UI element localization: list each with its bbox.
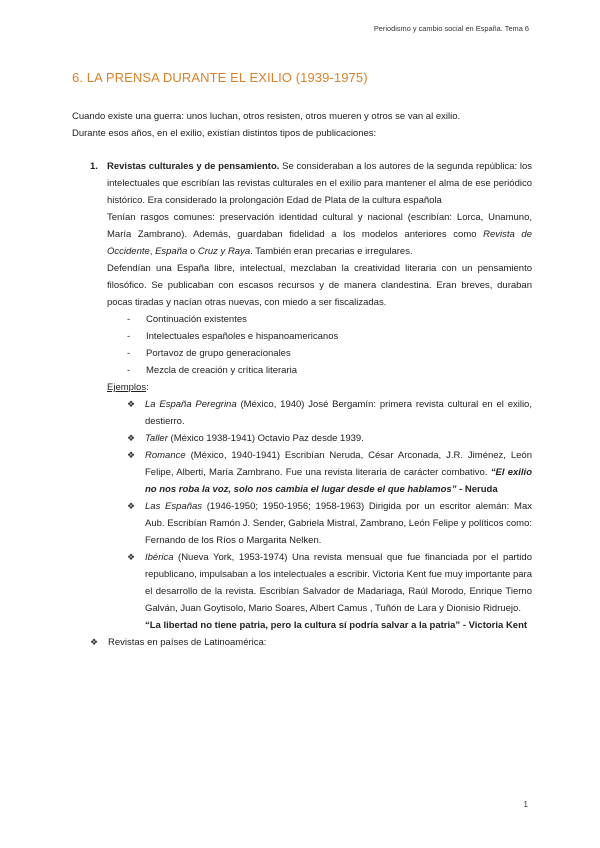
example-title: Taller	[145, 433, 168, 444]
magazine-title: Revista de Occidente	[107, 229, 533, 257]
item-1-text: Se consideraban a los autores de la segunda república: los intelectuales que escribían las revistas culturales en el exilio para mantener el alma de ese periódico histórico. Era considerado la prolongación Edad de Plata de la cultura española	[107, 161, 533, 206]
example-item	[72, 549, 532, 634]
p2-text-end: . También eran precarias e irregulares.	[250, 246, 413, 257]
example-text: (1946-1950; 1950-1956; 1958-1963) Dirigida por un escritor alemán: Max Aub. Escribían Ramón J. Sender, Gabriela Mistral, Zambrano, León Felipe y políticos como: Fernando de los Ríos o Margarita Nelken.	[145, 501, 532, 546]
running-header: Periodismo y cambio social en España. Tema 6	[373, 24, 529, 33]
page-number: 1	[523, 800, 528, 809]
quote-author: - Neruda	[456, 484, 498, 495]
separator: o	[187, 246, 198, 257]
magazine-title: España	[155, 246, 188, 257]
separator: ,	[149, 246, 156, 257]
list-item-1	[72, 158, 532, 311]
example-quote: “La libertad no tiene patria, pero la cultura sí podría salvar a la patria”	[145, 620, 461, 631]
example-title: Ibérica	[145, 552, 174, 563]
example-text: (Nueva York, 1953-1974) Una revista mensual que fue financiada por el partido republicano, impulsaban a los intelectuales a escribir. Victoria Kent fue muy importante para el desarrollo de la revista. Escribían Salvador de Madariaga, Raúl Morodo, Enrique Tierno Galván, Juan Goytisolo, Mario Soares, Albert Camus , Tuñón de Lara y Dionisio Ridruejo.	[145, 552, 532, 614]
quote-author: - Victoria Kent	[460, 620, 528, 631]
dash-list	[72, 311, 532, 379]
dash-bullet-icon: -	[127, 365, 131, 376]
examples-list	[72, 396, 532, 634]
diamond-bullet-icon: ❖	[127, 501, 136, 511]
example-item	[72, 396, 532, 430]
item-number: 1.	[90, 161, 98, 172]
numbered-list	[72, 158, 532, 651]
dash-bullet-icon: -	[127, 348, 131, 359]
item-1-paragraph-1	[107, 158, 532, 209]
dash-item-text: Intelectuales españoles e hispanoamericanos	[146, 331, 339, 342]
item-1-heading: Revistas culturales y de pensamiento.	[107, 161, 280, 172]
section-title: 6. LA PRENSA DURANTE EL EXILIO (1939-1975)	[72, 70, 368, 85]
example-text: (México 1938-1941) Octavio Paz desde 1939.	[167, 433, 364, 444]
example-title: Las Españas	[145, 501, 203, 512]
magazine-title: Cruz y Raya	[197, 246, 251, 257]
dash-item	[72, 328, 532, 345]
item-1-paragraph-3: Defendían una España libre, intelectual, mezclaban la creatividad literaria con un pensamiento filosófico. Se publicaban con escasos recursos y de manera clandestina. Eran breves, duraban pocas tiradas y nacían otras nuevas, con miedo a ser fiscalizadas.	[107, 263, 532, 308]
diamond-bullet-icon: ❖	[90, 637, 99, 647]
item-1-paragraph-2	[107, 209, 532, 260]
p2-text: Tenían rasgos comunes: preservación identidad cultural y nacional (escribían: Lorca, Unamuno, María Zambrano). Además, guardaban fidelidad a los modelos anteriores como	[107, 212, 532, 240]
example-item	[72, 430, 532, 447]
final-bullet-item	[72, 634, 532, 651]
ejemplos-colon: :	[146, 382, 149, 393]
intro	[72, 108, 532, 142]
example-quote: “El exilio no nos roba la voz, solo nos cambia el lugar desde el que hablamos”	[145, 467, 533, 495]
dash-bullet-icon: -	[127, 331, 131, 342]
dash-item	[72, 345, 532, 362]
example-text: (México, 1940-1941) Escribían Neruda, César Arconada, J.R. Jiménez, León Felipe, Alberti, María Zambrano. Fue una revista literaria de carácter combativo.	[145, 450, 532, 478]
intro-line-2: Durante esos años, en el exilio, existían distintos tipos de publicaciones:	[72, 128, 377, 139]
diamond-bullet-icon: ❖	[127, 399, 136, 409]
example-item	[72, 447, 532, 498]
dash-bullet-icon: -	[127, 314, 131, 325]
diamond-bullet-icon: ❖	[127, 450, 136, 460]
final-bullet-text: Revistas en países de Latinoamérica:	[108, 637, 267, 648]
example-item	[72, 498, 532, 549]
diamond-bullet-icon: ❖	[127, 552, 136, 562]
dash-item-text: Portavoz de grupo generacionales	[146, 348, 291, 359]
dash-item-text: Continuación existentes	[146, 314, 247, 325]
diamond-bullet-icon: ❖	[127, 433, 136, 443]
dash-item	[72, 362, 532, 379]
dash-item	[72, 311, 532, 328]
intro-line-1: Cuando existe una guerra: unos luchan, otros resisten, otros mueren y otros se van al exilio.	[72, 111, 461, 122]
ejemplos-heading	[72, 379, 532, 396]
dash-item-text: Mezcla de creación y crítica literaria	[146, 365, 297, 376]
example-title: Romance	[145, 450, 186, 461]
example-title: La España Peregrina	[145, 399, 237, 410]
example-text: (México, 1940) José Bergamín: primera revista cultural en el exilio, destierro.	[145, 399, 532, 427]
ejemplos-label: Ejemplos	[107, 382, 147, 393]
